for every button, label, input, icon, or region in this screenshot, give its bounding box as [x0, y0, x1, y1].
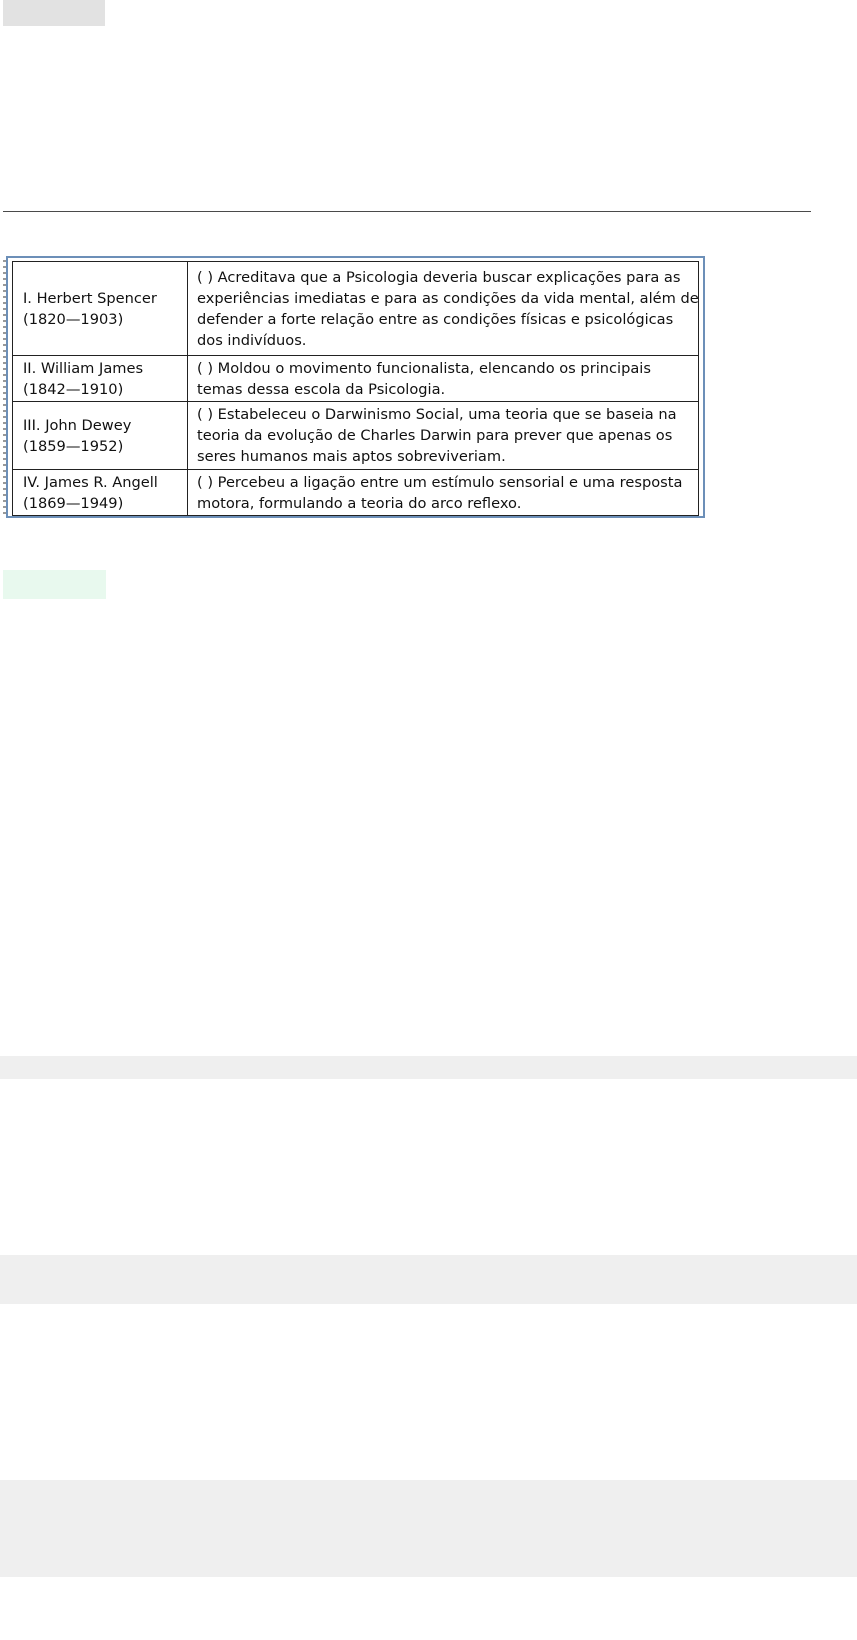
- person-years: (1869—1949): [23, 494, 124, 512]
- person-name: I. Herbert Spencer: [23, 289, 157, 307]
- statement-cell: [188, 402, 699, 470]
- statement-line: ( ) Acreditava que a Psicologia deveria buscar explicações para as: [197, 268, 681, 286]
- statement-line: ( ) Estabeleceu o Darwinismo Social, uma teoria que se baseia na: [197, 406, 677, 423]
- statement-line: ( ) Moldou o movimento funcionalista, elencando os principais: [197, 359, 651, 377]
- question-header-chip: [3, 0, 105, 26]
- person-years: (1859—1952): [23, 437, 124, 455]
- table-row: [13, 470, 699, 516]
- statement-line: defender a forte relação entre as condições físicas e psicológicas: [197, 310, 674, 328]
- person-cell: [13, 262, 188, 356]
- section-divider: [3, 211, 811, 212]
- statement-line: temas dessa escola da Psicologia.: [197, 380, 446, 398]
- person-years: (1842—1910): [23, 380, 124, 398]
- option-band: [0, 1480, 857, 1577]
- answer-highlight-chip: [3, 570, 106, 599]
- person-years: (1820—1903): [23, 310, 124, 328]
- statement-line: dos indivíduos.: [197, 331, 307, 349]
- statement-line: ( ) Percebeu a ligação entre um estímulo sensorial e uma resposta: [197, 473, 683, 491]
- statement-line: teoria da evolução de Charles Darwin para prever que apenas os: [197, 427, 673, 444]
- person-name: III. John Dewey: [23, 416, 132, 434]
- question-table: [12, 261, 699, 516]
- person-cell: [13, 402, 188, 470]
- statement-line: experiências imediatas e para as condições da vida mental, além de: [197, 289, 699, 307]
- question-table-image: [6, 256, 705, 518]
- person-cell: [13, 356, 188, 402]
- table-row: [13, 262, 699, 356]
- statement-cell: [188, 262, 699, 356]
- person-name: IV. James R. Angell: [23, 473, 158, 491]
- table-row: [13, 356, 699, 402]
- statement-cell: [188, 356, 699, 402]
- statement-line: motora, formulando a teoria do arco reflexo.: [197, 494, 522, 512]
- statement-cell: [188, 470, 699, 516]
- option-band: [0, 1056, 857, 1079]
- person-cell: [13, 470, 188, 516]
- person-name: II. William James: [23, 359, 144, 377]
- table-row: [13, 402, 699, 470]
- option-band: [0, 1255, 857, 1304]
- statement-line: seres humanos mais aptos sobreviveriam.: [197, 448, 506, 465]
